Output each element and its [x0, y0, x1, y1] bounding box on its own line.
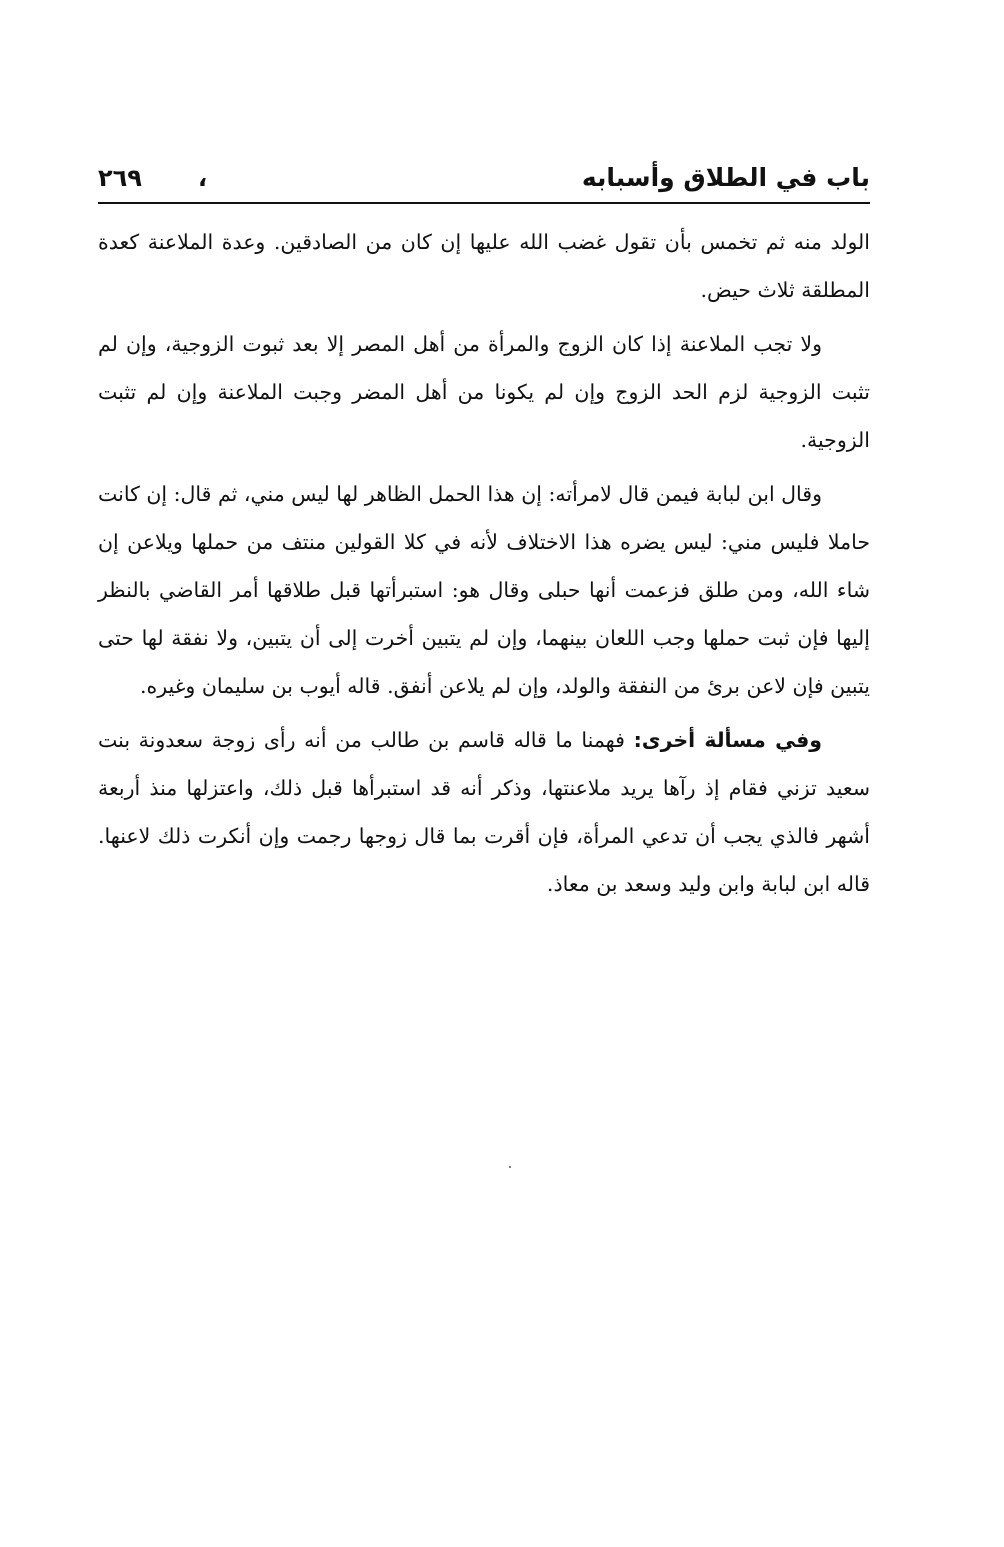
paragraph-text: الولد منه ثم تخمس بأن تقول غضب الله عليها إن كان من الصادقين. وعدة الملاعنة كعدة المطلقة ثلاث حيض. — [98, 230, 870, 302]
paragraph — [98, 218, 870, 314]
scan-speck — [509, 1166, 511, 1168]
page-number: ٢٦٩ — [98, 164, 142, 192]
paragraph — [98, 470, 870, 710]
chapter-title: باب في الطلاق وأسبابه — [581, 163, 870, 192]
paragraph-text: وقال ابن لبابة فيمن قال لامرأته: إن هذا الحمل الظاهر لها ليس مني، ثم قال: إن كانت حاملا فليس مني: ليس يضره هذا الاختلاف لأنه في كلا القولين منتف من حملها ويلاعن إن شاء الله، ومن طلق فزعمت أنها حبلى وقال هو: استبرأتها قبل طلاقها أمر القاضي بالنظر إليها فإن ثبت حملها وجب اللعان بينهما، وإن لم يتبين أخرت إلى أن يتبين، ولا نفقة لها حتى يتبين فإن لاعن برئ من النفقة والولد، وإن لم يلاعن أنفق. قاله أيوب بن سليمان وغيره. — [97, 482, 870, 698]
paragraph — [98, 320, 870, 464]
section-lead: وفي مسألة أخرى: — [633, 728, 822, 752]
header-divider — [98, 202, 870, 204]
paragraph-text: فهمنا ما قاله قاسم بن طالب من أنه رأى زوجة سعدونة بنت سعيد تزني فقام إذ رآها يريد ملاعنتها، وذكر أنه قد استبرأها قبل ذلك، واعتزلها منذ أربعة أشهر فالذي يجب أن تدعي المرأة، فإن أقرت بما قال زوجها رجمت وإن أنكرت ذلك لاعنها. قاله ابن لبابة وابن وليد وسعد بن معاذ. — [98, 728, 870, 896]
paragraph-text: ولا تجب الملاعنة إذا كان الزوج والمرأة من أهل المصر إلا بعد ثبوت الزوجية، وإن لم تثبت الزوجية لزم الحد الزوج وإن لم يكونا من أهل المضر وجبت الملاعنة وإن لم تثبت الزوجية. — [98, 332, 870, 452]
main-text — [98, 218, 870, 914]
running-header — [98, 158, 870, 198]
header-mark: ، — [198, 164, 208, 192]
paragraph — [98, 716, 870, 908]
